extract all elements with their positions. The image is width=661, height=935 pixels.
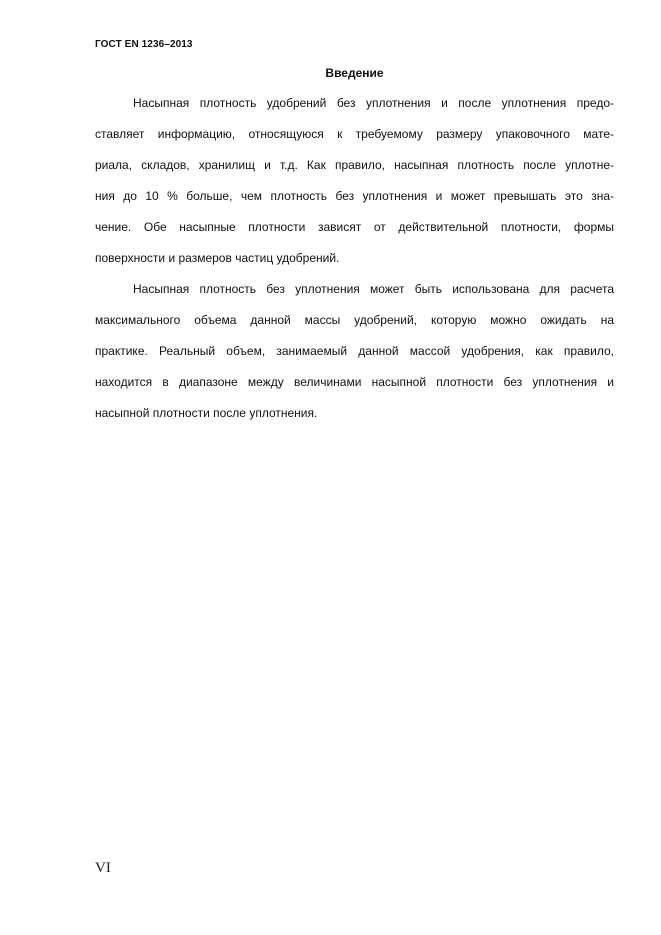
text-line: поверхности и размеров частиц удобрений. — [95, 251, 340, 265]
text-line: Насыпная плотность без уплотнения может быть использована для расчета — [133, 282, 614, 296]
text-line: риала, складов, хранилищ и т.д. Как правило, насыпная плотность после уплотне- — [95, 158, 614, 172]
text-line: ставляет информацию, относящуюся к требуемому размеру упаковочного мате- — [95, 127, 614, 141]
text-line: насыпной плотности после уплотнения. — [95, 406, 318, 420]
text-line: максимального объема данной массы удобрений, которую можно ожидать на — [95, 313, 614, 327]
text-line: Насыпная плотность удобрений без уплотнения и после уплотнения предо- — [133, 96, 614, 110]
page-number: VI — [95, 860, 111, 876]
document-code: ГОСТ EN 1236–2013 — [95, 39, 193, 50]
text-line: чение. Обе насыпные плотности зависят от действительной плотности, формы — [95, 220, 614, 234]
section-title: Введение — [325, 66, 384, 80]
text-line: практике. Реальный объем, занимаемый данной массой удобрения, как правило, — [95, 344, 614, 358]
text-line: ния до 10 % больше, чем плотность без уплотнения и может превышать это зна- — [95, 189, 614, 203]
text-line: находится в диапазоне между величинами насыпной плотности без уплотнения и — [95, 375, 614, 389]
